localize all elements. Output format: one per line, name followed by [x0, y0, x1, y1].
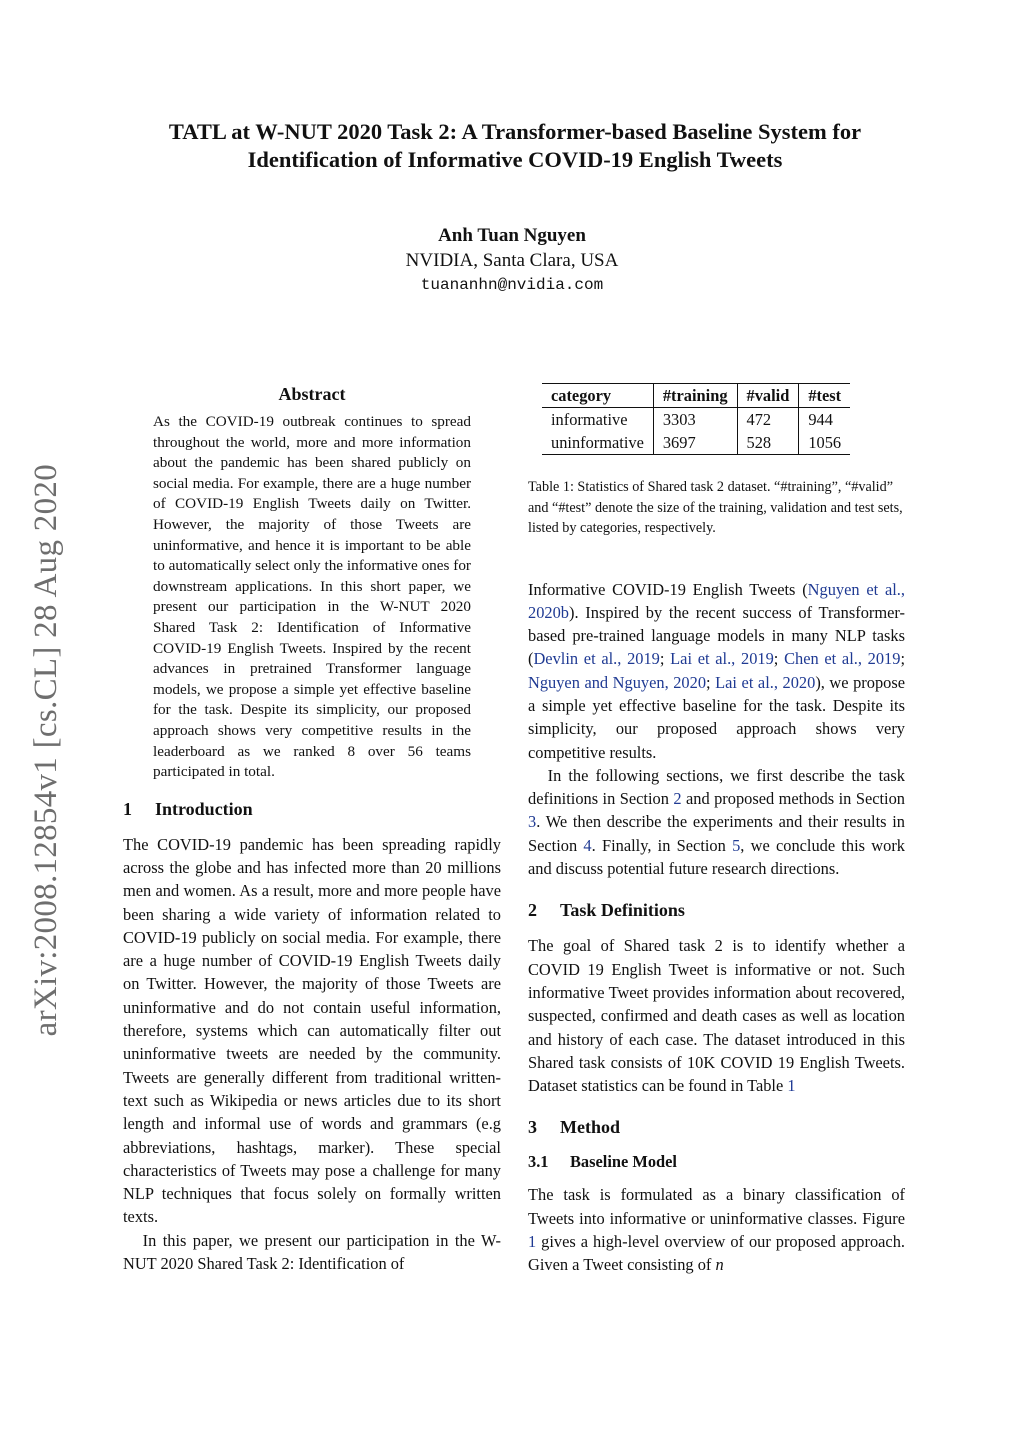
table-caption: Table 1: Statistics of Shared task 2 dataset. “#training”, “#valid” and “#test” denote the size of the training, validation and test sets, listed by categories, respectively.: [528, 479, 903, 536]
author-email: tuananhn@nvidia.com: [420, 276, 604, 294]
section-heading-task-definitions: 2 Task Definitions: [528, 900, 685, 921]
table-cell: uninformative: [542, 431, 653, 455]
section-ref-link[interactable]: 4: [583, 835, 592, 855]
table-header-cell: category: [542, 384, 653, 408]
section-ref-link[interactable]: 2: [673, 789, 682, 809]
dataset-statistics-table: [542, 383, 850, 455]
method-paragraph-1: The task is formulated as a binary classification of Tweets into informative or uninformative classes. Figure 1 gives a high-level overview of our proposed approach. Given a Tweet consisting of n: [528, 1185, 905, 1275]
author-name: Anh Tuan Nguyen: [438, 225, 586, 246]
paper-title: TATL at W-NUT 2020 Task 2: A Transformer-based Baseline System for Identification of Informative COVID-19 English Tweets: [168, 119, 862, 172]
abstract-text: As the COVID-19 outbreak continues to spread throughout the world, more and more information about the pandemic has been shared publicly on social media. For example, there are a huge number of COVID-19 English Tweets daily on Twitter. However, the majority of those Tweets are uninformative, and hence it is important to be able to automatically select only the informative ones for downstream applications. In this short paper, we present our participation in the W-NUT 2020 Shared Task 2: Identification of Informative COVID-19 English Tweets. Inspired by the recent advances in pretrained Transformer language models, we propose a simple yet effective baseline for the task. Despite its simplicity, our proposed approach shows very competitive results in the leaderboard as we ranked 8 over 56 teams participated in total.: [153, 413, 471, 781]
table-header-row: [542, 384, 850, 408]
citation-link[interactable]: Lai et al., 2019: [670, 649, 774, 669]
abstract-heading: Abstract: [278, 384, 346, 404]
table-cell: 528: [737, 431, 799, 455]
citation-link[interactable]: Devlin et al., 2019: [533, 649, 660, 669]
citation-link[interactable]: Lai et al., 2020: [715, 672, 816, 692]
intro-paragraph-2: In this paper, we present our participation in the W-NUT 2020 Shared Task 2: Identification of: [123, 1230, 501, 1274]
subsection-heading-baseline-model: 3.1 Baseline Model: [528, 1152, 677, 1172]
table-header-cell: #test: [799, 384, 850, 408]
figure-ref-link[interactable]: 1: [528, 1232, 537, 1252]
citation-link[interactable]: Nguyen and Nguyen, 2020: [528, 672, 707, 692]
table-cell: 3697: [653, 431, 737, 455]
table-cell: 472: [737, 408, 799, 432]
citation-link[interactable]: Chen et al., 2019: [784, 649, 901, 669]
right-column: [528, 380, 905, 1277]
task-paragraph-1: The goal of Shared task 2 is to identify whether a COVID 19 English Tweet is informative or not. Such informative Tweet provides information about recovered, suspected, confirmed and death cases as well as location and history of each case. The dataset introduced in this Shared task consists of 10K COVID 19 English Tweets. Dataset statistics can be found in Table 1: [528, 936, 905, 1096]
table-header-cell: #valid: [737, 384, 799, 408]
intro-paragraph-3: Informative COVID-19 English Tweets (Nguyen et al., 2020b). Inspired by the recent success of Transformer-based pre-trained language models in many NLP tasks (Devlin et al., 2019; Lai et al., 2019; Chen et al., 2019; Nguyen and Nguyen, 2020; Lai et al., 2020), we propose a simple yet effective baseline for the task. Despite its simplicity, our proposed approach shows very competitive results.: [528, 579, 906, 762]
table-row: [542, 431, 850, 455]
section-ref-link[interactable]: 3: [528, 812, 537, 832]
author-block: [0, 223, 1024, 298]
section-ref-link[interactable]: 5: [732, 835, 741, 855]
table-cell: 1056: [799, 431, 850, 455]
arxiv-stamp: arXiv:2008.12854v1 [cs.CL] 28 Aug 2020: [27, 463, 64, 1037]
section-heading-introduction: 1 Introduction: [123, 798, 253, 819]
intro-paragraph-4: In the following sections, we first describe the task definitions in Section 2 and proposed methods in Section 3. We then describe the experiments and their results in Section 4. Finally, in Section 5, we conclude this work and discuss potential future research directions.: [528, 765, 905, 879]
left-column: [123, 380, 501, 1275]
intro-paragraph-1: The COVID-19 pandemic has been spreading rapidly across the globe and has infected more than 20 millions men and women. As a result, more and more people have been sharing a wide variety of information related to COVID-19 publicly on social media. For example, there are a huge number of COVID-19 English Tweets daily on Twitter. However, the majority of those Tweets are uninformative and do not contain useful information, therefore, systems which can automatically filter out uninformative tweets are needed by the community. Tweets are generally different from traditional written-text such as Wikipedia or news articles due to its short length and informal use of words and grammars (e.g abbreviations, hashtags, marker). These special characteristics of Tweets may pose a challenge for many NLP techniques that focus solely on formally written texts.: [123, 834, 501, 1227]
table-cell: 944: [799, 408, 850, 432]
author-affiliation: NVIDIA, Santa Clara, USA: [405, 250, 619, 271]
table-ref-link[interactable]: 1: [787, 1076, 796, 1096]
table-header-cell: #training: [653, 384, 737, 408]
table-cell: 3303: [653, 408, 737, 432]
citation-link[interactable]: Nguyen et al., 2020b: [528, 579, 905, 622]
table-cell: informative: [551, 410, 628, 429]
section-heading-method: 3 Method: [528, 1117, 620, 1138]
table-row: [542, 408, 850, 432]
math-variable: n: [715, 1255, 724, 1275]
